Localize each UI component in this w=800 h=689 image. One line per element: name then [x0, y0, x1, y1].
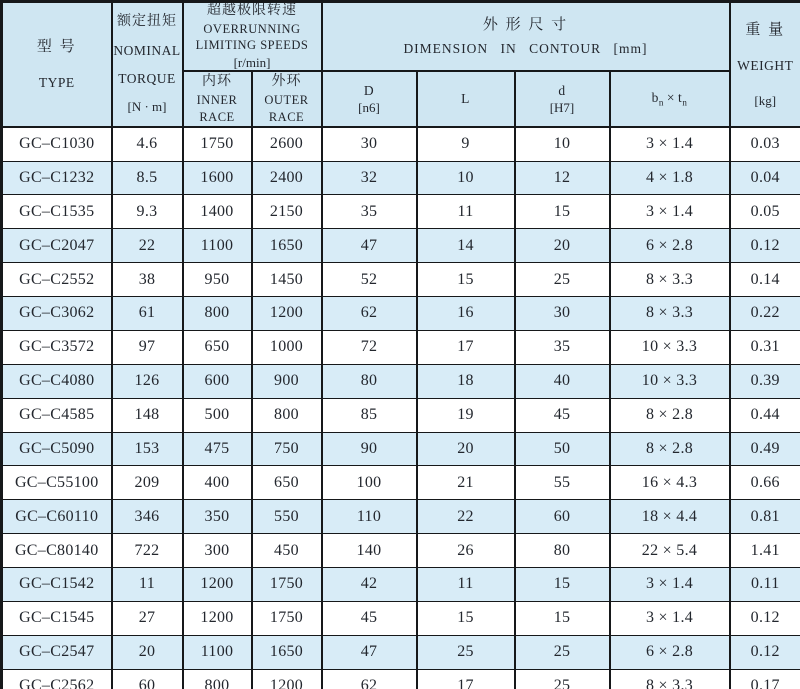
speeds-unit: [r/min]	[233, 54, 271, 70]
cell-nominal-torque: 8.5	[112, 161, 183, 195]
cell-bn-tn: 3 × 1.4	[610, 127, 730, 161]
cell-dimension-D: 110	[322, 500, 417, 534]
cell-dimension-L: 20	[417, 432, 515, 466]
cell-outer-race-speed: 550	[252, 500, 322, 534]
cell-inner-race-speed: 1100	[183, 229, 252, 263]
cell-dimension-L: 21	[417, 466, 515, 500]
cell-inner-race-speed: 950	[183, 263, 252, 297]
cell-dimension-d: 35	[515, 330, 610, 364]
cell-nominal-torque: 9.3	[112, 195, 183, 229]
cell-nominal-torque: 153	[112, 432, 183, 466]
table-row	[2, 398, 800, 432]
cell-outer-race-speed: 1750	[252, 601, 322, 635]
cell-dimension-d: 15	[515, 601, 610, 635]
inner-race-label-zh: 内环	[202, 74, 232, 90]
cell-dimension-L: 19	[417, 398, 515, 432]
cell-bn-tn: 3 × 1.4	[610, 568, 730, 602]
cell-dimension-D: 85	[322, 398, 417, 432]
cell-dimension-L: 18	[417, 364, 515, 398]
torque-label-en2: TORQUE	[118, 70, 176, 86]
column-header-outer-race	[252, 71, 322, 127]
dimension-label-en: DIMENSION IN CONTOUR [mm]	[403, 40, 648, 56]
cell-nominal-torque: 22	[112, 229, 183, 263]
cell-inner-race-speed: 300	[183, 534, 252, 568]
cell-inner-race-speed: 800	[183, 669, 252, 689]
cell-nominal-torque: 11	[112, 568, 183, 602]
cell-inner-race-speed: 650	[183, 330, 252, 364]
cell-outer-race-speed: 1200	[252, 669, 322, 689]
cell-weight: 0.14	[730, 263, 800, 297]
table-row	[2, 297, 800, 331]
cell-nominal-torque: 60	[112, 669, 183, 689]
cell-dimension-L: 15	[417, 263, 515, 297]
table-row	[2, 161, 800, 195]
cell-outer-race-speed: 750	[252, 432, 322, 466]
L-label: L	[461, 90, 470, 106]
cell-inner-race-speed: 400	[183, 466, 252, 500]
cell-nominal-torque: 209	[112, 466, 183, 500]
type-label-zh: 型 号	[36, 38, 77, 55]
column-header-weight	[730, 2, 800, 128]
speeds-label-en1: OVERRUNNING	[203, 21, 301, 36]
cell-inner-race-speed: 600	[183, 364, 252, 398]
cell-outer-race-speed: 900	[252, 364, 322, 398]
cell-dimension-D: 42	[322, 568, 417, 602]
cell-outer-race-speed: 2150	[252, 195, 322, 229]
cell-bn-tn: 18 × 4.4	[610, 500, 730, 534]
weight-label-zh: 重 量	[745, 21, 786, 38]
cell-dimension-L: 11	[417, 195, 515, 229]
cell-weight: 0.44	[730, 398, 800, 432]
table-row	[2, 500, 800, 534]
cell-outer-race-speed: 1650	[252, 229, 322, 263]
column-header-dimension	[322, 2, 730, 72]
cell-dimension-D: 140	[322, 534, 417, 568]
cell-dimension-D: 62	[322, 669, 417, 689]
cell-dimension-D: 47	[322, 635, 417, 669]
column-header-D	[322, 71, 417, 127]
cell-nominal-torque: 4.6	[112, 127, 183, 161]
dimension-label-zh: 外 形 尺 寸	[482, 16, 569, 33]
cell-type: GC–C80140	[2, 534, 112, 568]
column-header-d	[515, 71, 610, 127]
table-row	[2, 263, 800, 297]
table-row	[2, 534, 800, 568]
cell-dimension-D: 45	[322, 601, 417, 635]
table-row	[2, 466, 800, 500]
cell-type: GC–C5090	[2, 432, 112, 466]
cell-inner-race-speed: 475	[183, 432, 252, 466]
cell-nominal-torque: 148	[112, 398, 183, 432]
cell-weight: 0.12	[730, 635, 800, 669]
cell-nominal-torque: 97	[112, 330, 183, 364]
cell-nominal-torque: 61	[112, 297, 183, 331]
table-row	[2, 432, 800, 466]
column-header-speeds	[183, 2, 322, 72]
cell-bn-tn: 8 × 3.3	[610, 263, 730, 297]
table-row	[2, 330, 800, 364]
cell-type: GC–C3572	[2, 330, 112, 364]
cell-nominal-torque: 38	[112, 263, 183, 297]
cell-bn-tn: 8 × 2.8	[610, 432, 730, 466]
cell-type: GC–C60110	[2, 500, 112, 534]
cell-outer-race-speed: 1750	[252, 568, 322, 602]
table-row	[2, 127, 800, 161]
cell-bn-tn: 22 × 5.4	[610, 534, 730, 568]
cell-bn-tn: 6 × 2.8	[610, 229, 730, 263]
cell-weight: 0.03	[730, 127, 800, 161]
cell-bn-tn: 6 × 2.8	[610, 635, 730, 669]
outer-race-label-zh: 外环	[271, 74, 302, 90]
cell-type: GC–C1542	[2, 568, 112, 602]
cell-type: GC–C2547	[2, 635, 112, 669]
cell-type: GC–C2047	[2, 229, 112, 263]
cell-bn-tn: 4 × 1.8	[610, 161, 730, 195]
cell-inner-race-speed: 1200	[183, 568, 252, 602]
table-row	[2, 364, 800, 398]
d-label: d	[558, 82, 566, 98]
table-row	[2, 601, 800, 635]
cell-bn-tn: 3 × 1.4	[610, 601, 730, 635]
cell-inner-race-speed: 1100	[183, 635, 252, 669]
cell-dimension-D: 62	[322, 297, 417, 331]
cell-dimension-L: 25	[417, 635, 515, 669]
cell-outer-race-speed: 1450	[252, 263, 322, 297]
cell-inner-race-speed: 1200	[183, 601, 252, 635]
cell-inner-race-speed: 1600	[183, 161, 252, 195]
cell-inner-race-speed: 350	[183, 500, 252, 534]
d-tolerance: [H7]	[549, 99, 575, 115]
cell-bn-tn: 16 × 4.3	[610, 466, 730, 500]
outer-race-label-en1: OUTER	[264, 93, 309, 108]
cell-type: GC–C1545	[2, 601, 112, 635]
table-row	[2, 669, 800, 689]
speeds-label-zh: 超越极限转速	[207, 3, 297, 18]
cell-dimension-L: 22	[417, 500, 515, 534]
cell-nominal-torque: 126	[112, 364, 183, 398]
cell-dimension-d: 45	[515, 398, 610, 432]
cell-dimension-L: 14	[417, 229, 515, 263]
type-label-en: TYPE	[38, 74, 75, 90]
cell-bn-tn: 3 × 1.4	[610, 195, 730, 229]
cell-dimension-L: 26	[417, 534, 515, 568]
cell-dimension-D: 90	[322, 432, 417, 466]
cell-dimension-d: 55	[515, 466, 610, 500]
cell-dimension-L: 10	[417, 161, 515, 195]
column-header-torque	[112, 2, 183, 128]
cell-dimension-D: 47	[322, 229, 417, 263]
cell-dimension-d: 15	[515, 568, 610, 602]
speeds-label-en2: LIMITING SPEEDS	[195, 38, 309, 53]
cell-outer-race-speed: 650	[252, 466, 322, 500]
cell-dimension-D: 72	[322, 330, 417, 364]
cell-bn-tn: 10 × 3.3	[610, 364, 730, 398]
inner-race-label-en2: RACE	[199, 109, 235, 124]
cell-type: GC–C2552	[2, 263, 112, 297]
cell-dimension-d: 25	[515, 669, 610, 689]
cell-nominal-torque: 722	[112, 534, 183, 568]
cell-inner-race-speed: 500	[183, 398, 252, 432]
cell-dimension-D: 32	[322, 161, 417, 195]
cell-type: GC–C4080	[2, 364, 112, 398]
outer-race-label-en2: RACE	[268, 109, 305, 124]
cell-type: GC–C1232	[2, 161, 112, 195]
cell-outer-race-speed: 2600	[252, 127, 322, 161]
cell-outer-race-speed: 2400	[252, 161, 322, 195]
cell-weight: 0.11	[730, 568, 800, 602]
cell-dimension-D: 30	[322, 127, 417, 161]
cell-inner-race-speed: 1400	[183, 195, 252, 229]
cell-weight: 0.81	[730, 500, 800, 534]
cell-dimension-d: 30	[515, 297, 610, 331]
cell-bn-tn: 8 × 3.3	[610, 669, 730, 689]
bn-tn-label: $b_n \times t_n$	[651, 89, 688, 108]
table-header	[2, 2, 800, 128]
cell-bn-tn: 8 × 2.8	[610, 398, 730, 432]
cell-dimension-d: 50	[515, 432, 610, 466]
cell-outer-race-speed: 450	[252, 534, 322, 568]
cell-dimension-L: 15	[417, 601, 515, 635]
cell-dimension-d: 80	[515, 534, 610, 568]
cell-nominal-torque: 346	[112, 500, 183, 534]
cell-dimension-d: 25	[515, 635, 610, 669]
cell-type: GC–C1535	[2, 195, 112, 229]
cell-type: GC–C4585	[2, 398, 112, 432]
cell-dimension-L: 17	[417, 330, 515, 364]
inner-race-label-en1: INNER	[196, 93, 238, 108]
cell-type: GC–C55100	[2, 466, 112, 500]
cell-weight: 1.41	[730, 534, 800, 568]
cell-type: GC–C3062	[2, 297, 112, 331]
cell-nominal-torque: 20	[112, 635, 183, 669]
cell-nominal-torque: 27	[112, 601, 183, 635]
cell-dimension-L: 16	[417, 297, 515, 331]
cell-weight: 0.04	[730, 161, 800, 195]
cell-dimension-d: 60	[515, 500, 610, 534]
cell-weight: 0.22	[730, 297, 800, 331]
cell-inner-race-speed: 800	[183, 297, 252, 331]
cell-weight: 0.12	[730, 229, 800, 263]
cell-outer-race-speed: 800	[252, 398, 322, 432]
cell-bn-tn: 10 × 3.3	[610, 330, 730, 364]
cell-outer-race-speed: 1200	[252, 297, 322, 331]
cell-dimension-L: 17	[417, 669, 515, 689]
torque-unit: [N · m]	[127, 99, 167, 115]
cell-inner-race-speed: 1750	[183, 127, 252, 161]
cell-dimension-d: 20	[515, 229, 610, 263]
D-tolerance: [n6]	[358, 99, 380, 115]
column-header-inner-race	[183, 71, 252, 127]
cell-weight: 0.12	[730, 601, 800, 635]
column-header-L	[417, 71, 515, 127]
cell-type: GC–C2562	[2, 669, 112, 689]
cell-dimension-d: 12	[515, 161, 610, 195]
table-row	[2, 195, 800, 229]
cell-dimension-d: 25	[515, 263, 610, 297]
cell-weight: 0.49	[730, 432, 800, 466]
table-row	[2, 635, 800, 669]
weight-label-en: WEIGHT	[737, 57, 794, 73]
torque-label-zh: 额定扭矩	[117, 14, 177, 30]
cell-weight: 0.31	[730, 330, 800, 364]
cell-dimension-D: 80	[322, 364, 417, 398]
cell-outer-race-speed: 1650	[252, 635, 322, 669]
cell-weight: 0.39	[730, 364, 800, 398]
cell-dimension-D: 52	[322, 263, 417, 297]
column-header-type	[2, 2, 112, 128]
table-row	[2, 229, 800, 263]
weight-unit: [kg]	[754, 92, 777, 108]
cell-dimension-d: 15	[515, 195, 610, 229]
torque-label-en1: NOMINAL	[113, 42, 181, 58]
D-label: D	[363, 82, 375, 98]
cell-dimension-L: 11	[417, 568, 515, 602]
cell-type: GC–C1030	[2, 127, 112, 161]
cell-weight: 0.66	[730, 466, 800, 500]
cell-dimension-L: 9	[417, 127, 515, 161]
table-row	[2, 568, 800, 602]
cell-outer-race-speed: 1000	[252, 330, 322, 364]
cell-bn-tn: 8 × 3.3	[610, 297, 730, 331]
cell-dimension-d: 40	[515, 364, 610, 398]
cell-weight: 0.05	[730, 195, 800, 229]
column-header-bn-tn	[610, 71, 730, 127]
cell-dimension-d: 10	[515, 127, 610, 161]
cell-weight: 0.17	[730, 669, 800, 689]
cell-dimension-D: 35	[322, 195, 417, 229]
cell-dimension-D: 100	[322, 466, 417, 500]
table-body	[2, 127, 800, 689]
